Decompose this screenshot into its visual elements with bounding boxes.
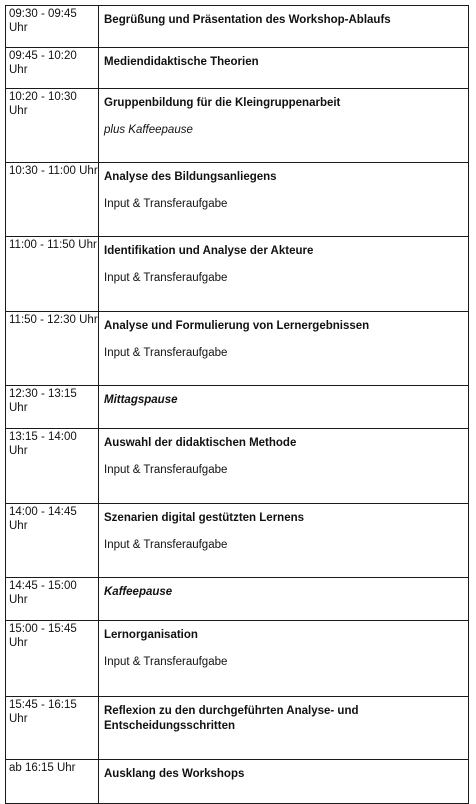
time-cell: 13:15 - 14:00 Uhr (6, 429, 99, 504)
schedule-row (6, 48, 469, 89)
topic-note: Input & Transferaufgabe (104, 656, 228, 668)
topic-title: Begrüßung und Präsentation des Workshop-Ablaufs (104, 14, 391, 26)
topic-title: Kaffeepause (104, 586, 173, 598)
time-cell: ab 16:15 Uhr (6, 760, 99, 804)
topic-title: Lernorganisation (104, 629, 198, 641)
topic-note: plus Kaffeepause (104, 124, 193, 136)
topic-cell (99, 578, 469, 621)
topic-cell (99, 163, 469, 237)
time-cell: 09:45 - 10:20 Uhr (6, 48, 99, 89)
topic-title: Gruppenbildung für die Kleingruppenarbeit (104, 97, 341, 109)
time-cell: 11:50 - 12:30 Uhr (6, 312, 99, 386)
schedule-row (6, 386, 469, 429)
schedule-row (6, 578, 469, 621)
topic-note: Input & Transferaufgabe (104, 464, 228, 476)
topic-title: Mittagspause (104, 394, 178, 406)
topic-title: Reflexion zu den durchgeführten Analyse- und Entscheidungsschritten (104, 705, 359, 732)
schedule-row (6, 429, 469, 504)
topic-title: Mediendidaktische Theorien (104, 56, 259, 68)
time-cell: 15:45 - 16:15 Uhr (6, 697, 99, 760)
topic-note: Input & Transferaufgabe (104, 539, 228, 551)
schedule-row (6, 237, 469, 312)
topic-cell (99, 386, 469, 429)
topic-cell (99, 429, 469, 504)
topic-cell (99, 48, 469, 89)
time-cell: 10:20 - 10:30 Uhr (6, 89, 99, 163)
topic-cell (99, 621, 469, 697)
schedule-row (6, 760, 469, 804)
topic-title: Analyse des Bildungsanliegens (104, 171, 277, 183)
schedule-row (6, 697, 469, 760)
schedule-row (6, 621, 469, 697)
schedule-row (6, 89, 469, 163)
time-cell: 10:30 - 11:00 Uhr (6, 163, 99, 237)
topic-cell (99, 760, 469, 804)
time-cell: 11:00 - 11:50 Uhr (6, 237, 99, 312)
topic-title: Ausklang des Workshops (104, 768, 245, 780)
time-cell: 09:30 - 09:45 Uhr (6, 6, 99, 48)
topic-note: Input & Transferaufgabe (104, 198, 228, 210)
topic-note: Input & Transferaufgabe (104, 347, 228, 359)
topic-cell (99, 697, 469, 760)
topic-cell (99, 237, 469, 312)
topic-title: Analyse und Formulierung von Lernergebnissen (104, 320, 370, 332)
topic-cell (99, 6, 469, 48)
time-cell: 15:00 - 15:45 Uhr (6, 621, 99, 697)
topic-cell (99, 89, 469, 163)
workshop-schedule-table (5, 5, 469, 804)
topic-cell (99, 312, 469, 386)
topic-cell (99, 504, 469, 578)
topic-title: Szenarien digital gestützten Lernens (104, 512, 305, 524)
schedule-row (6, 6, 469, 48)
topic-title: Auswahl der didaktischen Methode (104, 437, 297, 449)
time-cell: 14:45 - 15:00 Uhr (6, 578, 99, 621)
time-cell: 14:00 - 14:45 Uhr (6, 504, 99, 578)
schedule-row (6, 312, 469, 386)
topic-note: Input & Transferaufgabe (104, 272, 228, 284)
topic-title: Identifikation und Analyse der Akteure (104, 245, 314, 257)
schedule-row (6, 163, 469, 237)
schedule-row (6, 504, 469, 578)
time-cell: 12:30 - 13:15 Uhr (6, 386, 99, 429)
